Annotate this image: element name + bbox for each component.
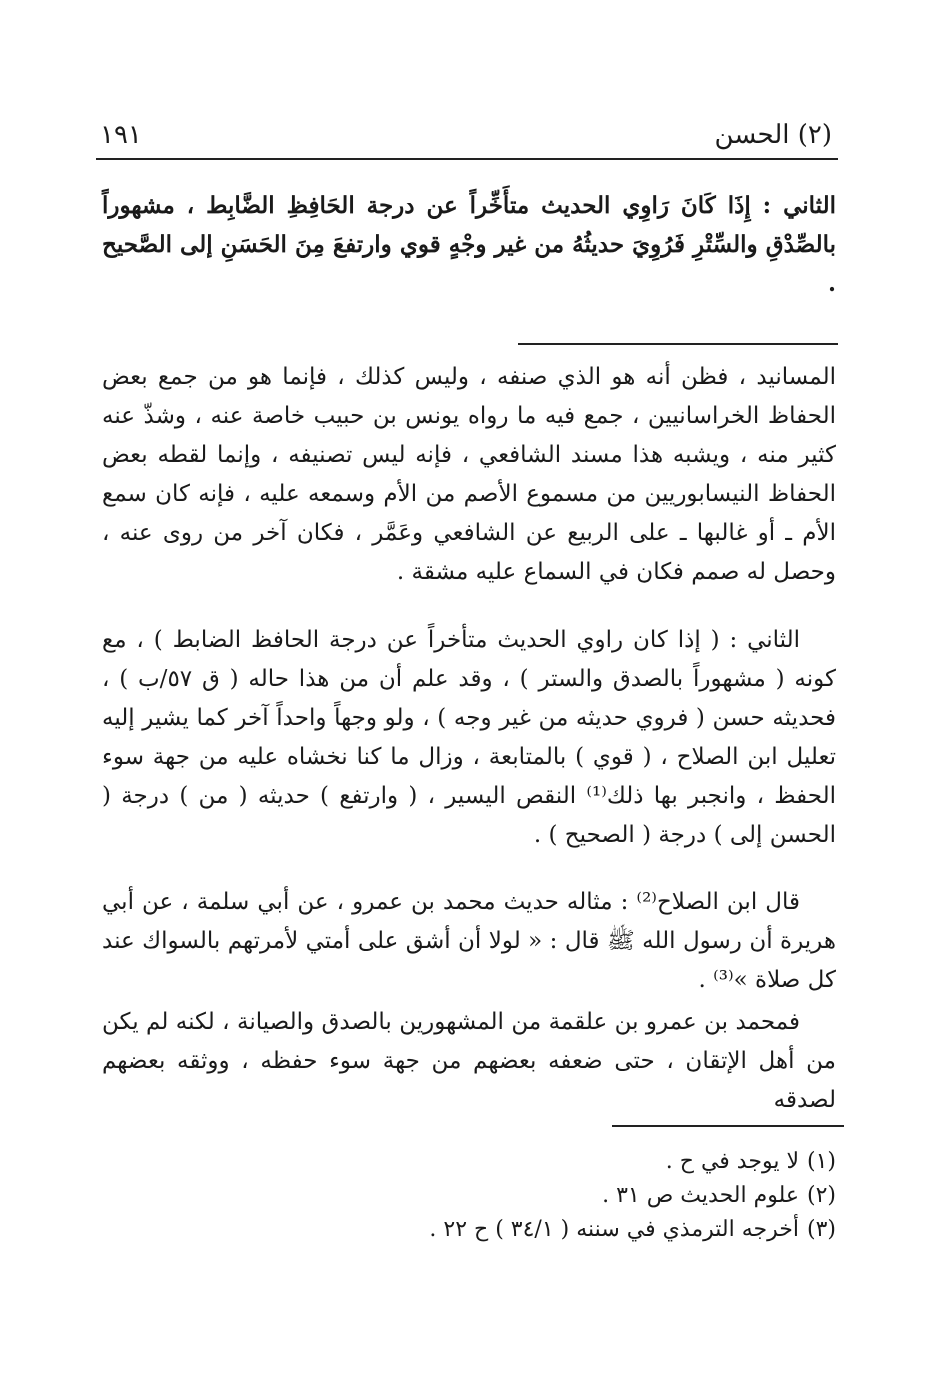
commentary-paragraph-3: قال ابن الصلاح⁽²⁾ : مثاله حديث محمد بن عمرو ، عن أبي سلمة ، عن أبي هريرة أن رسول الله ﷺ قال : « لولا أن أشق على أمتي لأمرتهم بالسواك عند كل صلاة »⁽³⁾ . [102, 889, 836, 993]
footnotes [300, 1145, 836, 1247]
page-header [96, 120, 838, 160]
header-rule [96, 158, 838, 160]
footnote-number: (١) [806, 1149, 836, 1174]
footnote-text: أخرجه الترمذي في سننه ( ٣٤/١ ) ح ٢٢ . [429, 1217, 799, 1242]
commentary-paragraph-4: فمحمد بن عمرو بن علقمة من المشهورين بالصدق والصيانة ، لكنه لم يكن من أهل الإتقان ، حتى ضعفه بعضهم من جهة سوء حفظه ، ووثقه بعضهم لصدقه [102, 1009, 836, 1113]
matn-text: الثاني : إِذَا كَانَ رَاوِي الحديث متأَخِّراً عن درجة الحَافِظِ الضَّابِط ، مشهوراً بالصِّدْقِ والسِّتْرِ فَرُوِيَ حديثُهُ من غير وجْهٍ قوي وارتفعَ مِنَ الحَسَنِ إلى الصَّحيح . [102, 192, 836, 297]
footnote-number: (٣) [806, 1217, 836, 1242]
footnote-item [300, 1179, 836, 1213]
running-title: (٢) الحسن [714, 120, 832, 150]
footnote-item [300, 1145, 836, 1179]
footnote-number: (٢) [806, 1183, 836, 1208]
matn-separator [518, 343, 838, 345]
commentary-paragraph-2: الثاني : ( إذا كان راوي الحديث متأخراً عن درجة الحافظ الضابط ) ، مع كونه ( مشهوراً بالصدق والستر ) ، وقد علم أن من هذا حاله ( ق ٥٧/ب ) ، فحديثه حسن ( فروي حديثه من غير وجه ) ، ولو وجهاً واحداً آخر كما يشير إليه تعليل ابن الصلاح ، ( قوي ) بالمتابعة ، وزال ما كنا نخشاه عليه من جهة سوء الحفظ ، وانجبر بها ذلك⁽¹⁾ النقص اليسير ، ( وارتفع ) حديثه ( من ) درجة ( الحسن إلى ) درجة ( الصحيح ) . [102, 627, 836, 848]
footnote-item [300, 1213, 836, 1247]
page-number: ١٩١ [100, 120, 142, 150]
footnote-rule [612, 1125, 844, 1127]
footnote-text: لا يوجد في ح . [665, 1149, 799, 1174]
commentary-paragraph-1: المسانيد ، فظن أنه هو الذي صنفه ، وليس كذلك ، فإنما هو من جمع بعض الحفاظ الخراسانيين ، جمع فيه ما رواه يونس بن حبيب خاصة عنه ، وشذّ عنه كثير منه ، ويشبه هذا مسند الشافعي ، فإنه ليس تصنيفه ، وإنما لقطه بعض الحفاظ النيسابوريين من مسموع الأصم من الأم وسمعه عليه ، فإنه كان سمع الأم ـ أو غالبها ـ على الربيع عن الشافعي وعَمَّر ، فكان آخر من روى عنه ، وحصل له صمم فكان في السماع عليه مشقة . [102, 364, 836, 585]
footnote-text: علوم الحديث ص ٣١ . [602, 1183, 799, 1208]
